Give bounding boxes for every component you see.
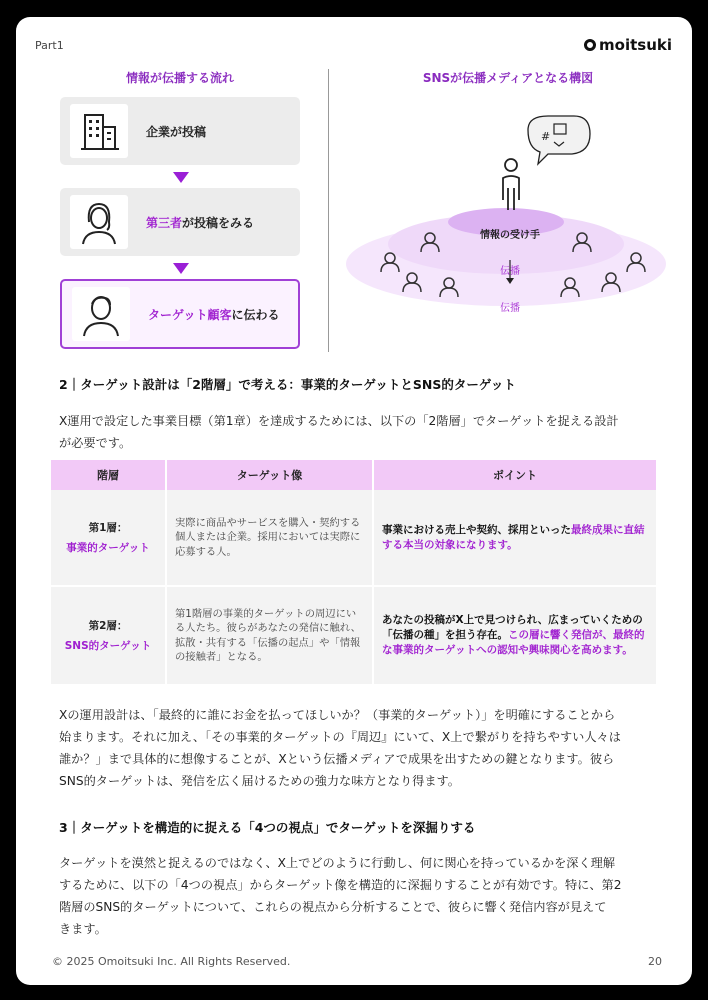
- column-divider: [328, 69, 329, 352]
- building-icon: [70, 104, 128, 158]
- down-arrow-icon: [173, 263, 189, 274]
- point-cell: 事業における売上や契約、採用といった最終成果に直結する本当の対象になります。: [373, 490, 657, 586]
- table-header: ポイント: [373, 460, 657, 490]
- part-label: Part1: [35, 39, 64, 52]
- receiver-person-icon: [503, 159, 519, 210]
- table-row: [51, 490, 657, 586]
- flow-step-label: 第三者が投稿をみる: [146, 215, 255, 230]
- level-cell: 第2層： SNS的ターゲット: [51, 586, 166, 684]
- copyright: © 2025 Omoitsuki Inc. All Rights Reserved.: [52, 955, 291, 968]
- woman-icon: [70, 195, 128, 249]
- sns-diagram-title: SNSが伝播メディアとなる構図: [422, 71, 594, 85]
- description-cell: 第1階層の事業的ターゲットの周辺にいる人たち。彼らがあなたの発信に触れ、拡散・共有する「伝播の起点」や「情報の接触者」となる。: [166, 586, 373, 684]
- man-icon: [72, 287, 130, 341]
- section2-intro: X運用で設定した事業目標（第1章）を達成するためには、以下の「2階層」でターゲットを捉える設計 が必要です。: [59, 414, 619, 450]
- table-header: 階層: [51, 460, 166, 490]
- level-cell: 第1層： 事業的ターゲット: [51, 490, 166, 586]
- flow-step-label: ターゲット顧客に伝わる: [148, 307, 280, 322]
- description-cell: 実際に商品やサービスを購入・契約する個人または企業。採用においては実際に応募する人。: [166, 490, 373, 586]
- table-header: ターゲット像: [166, 460, 373, 490]
- section-heading-2: 2｜ターゲット設計は「2階層」で考える：事業的ターゲットとSNS的ターゲット: [59, 377, 516, 392]
- logo-text: moitsuki: [599, 36, 672, 54]
- down-arrow-icon: [173, 172, 189, 183]
- point-cell: あなたの投稿がX上で見つけられ、広まっていくための「伝播の種」を担う存在。この層に響く発信が、最終的な事業的ターゲットへの認知や興味関心を高めます。: [373, 586, 657, 684]
- speech-bubble-icon: [528, 116, 590, 164]
- section-heading-3: 3｜ターゲットを構造的に捉える「4つの視点」でターゲットを深掘りする: [59, 820, 476, 835]
- spread-label-2: 伝播: [500, 303, 520, 312]
- table-header-row: [51, 460, 657, 490]
- flow-step-target: [60, 279, 300, 349]
- section2-body: Xの運用設計は、「最終的に誰にお金を払ってほしいか？（事業的ターゲット）」を明確にすることから 始まります。それに加え、「その事業的ターゲットの『周辺』にいて、X上で繋がりを持ちやすい人々は 誰か？」まで具体的に想像することが、Xという伝播メディアで成果を出すための鍵となります。彼ら SNS的ターゲットは、発信を広く届けるための強力な味方となり得ます。: [59, 708, 621, 788]
- flow-diagram-title: 情報が伝播する流れ: [125, 71, 234, 85]
- spread-label-1: 伝播: [500, 266, 520, 277]
- document-page: [16, 17, 692, 985]
- table-row: [51, 586, 657, 684]
- svg-text:#: #: [541, 130, 551, 143]
- logo-mark-icon: [584, 39, 596, 51]
- flow-step-company: [60, 97, 300, 165]
- section3-body: ターゲットを漠然と捉えるのではなく、X上でどのように行動し、何に関心を持っているかを深く理解 するために、以下の「4つの視点」からターゲット像を構造的に深掘りすることが有効です。特に、第2 階層のSNS的ターゲットについて、これらの視点から分析することで、彼らに響く発信内容が見えて きます。: [59, 856, 622, 936]
- flow-step-label: 企業が投稿: [146, 124, 207, 139]
- sns-spread-diagram: [338, 112, 678, 312]
- target-table: [51, 460, 658, 684]
- company-logo: [584, 36, 672, 54]
- page-number: 20: [648, 955, 662, 968]
- receiver-label: 情報の受け手: [480, 230, 540, 241]
- flow-step-third-party: [60, 188, 300, 256]
